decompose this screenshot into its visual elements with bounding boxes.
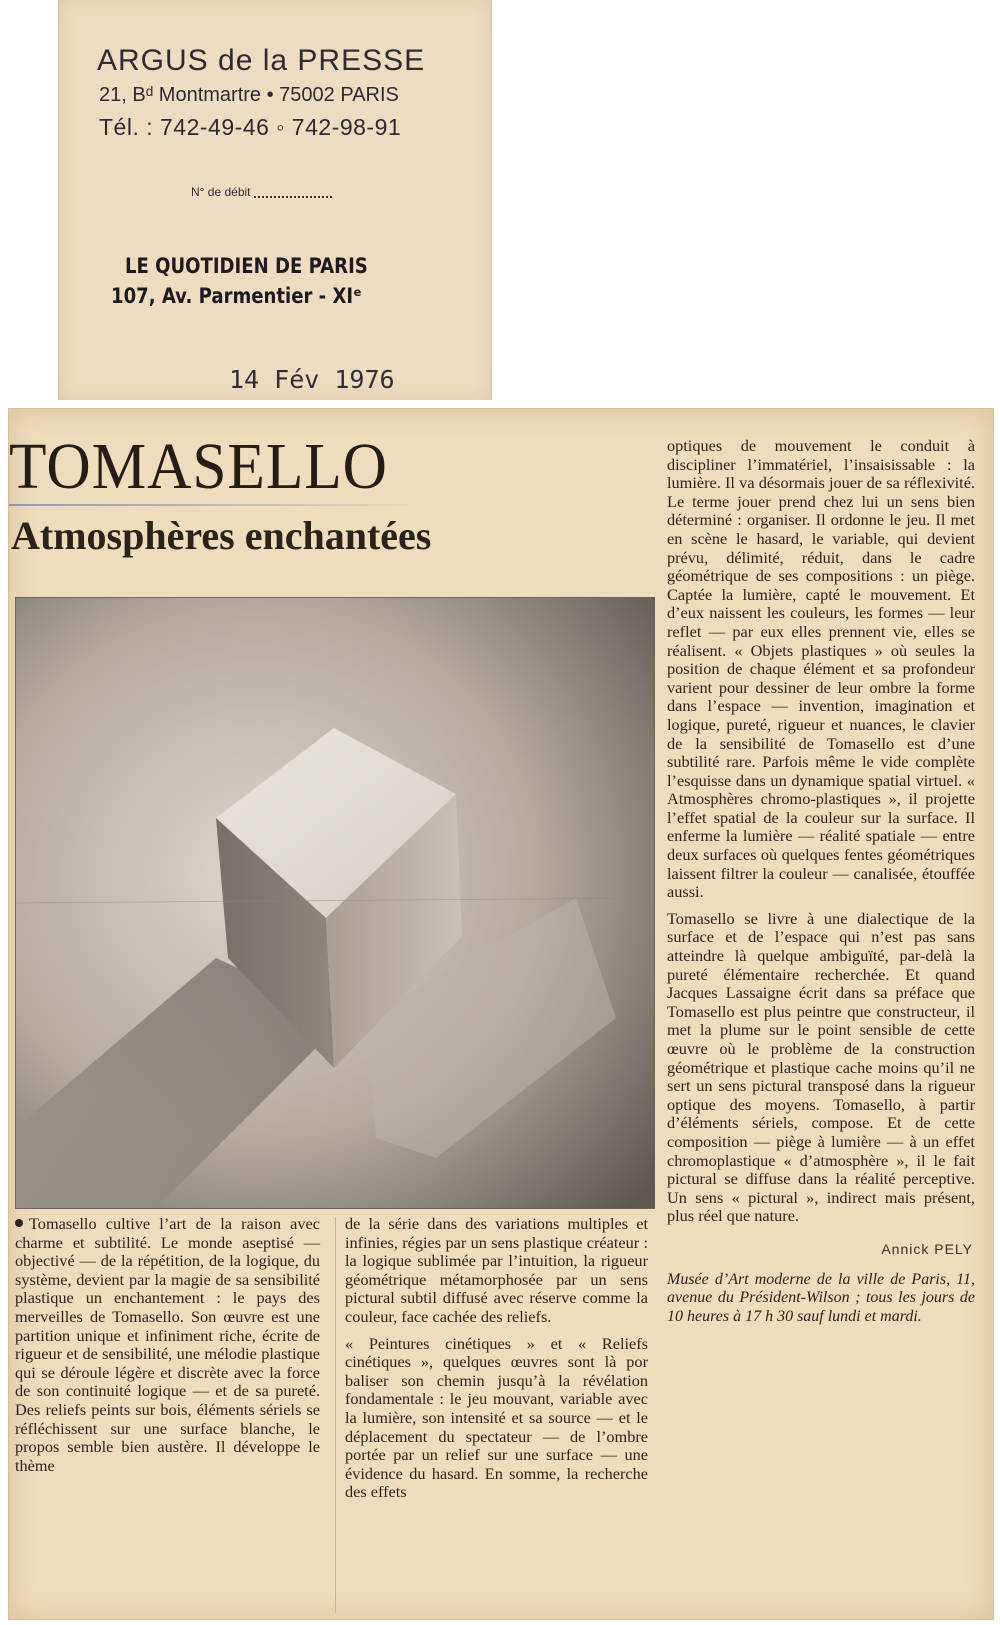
title-underline <box>9 504 409 506</box>
author-signature: Annick PELY <box>881 1240 973 1257</box>
article-subtitle: Atmosphères enchantées <box>11 513 432 558</box>
agency-name: ARGUS de la PRESSE <box>97 44 426 77</box>
paragraph: « Peintures cinétiques » et « Reliefs cinétiques », quelques œuvres sont là por baliser son chemin jusqu’à la révélation fondamentale : le jeu mouvant, variable avec la lumière, son intensité et sa source — et le déplacement du spectateur — de l’ombre portée par un relief sur une surface — une évidence du hasard. En somme, la recherche des effets <box>345 1333 648 1502</box>
agency-address: 21, Bᵈ Montmartre • 75002 PARIS <box>99 84 399 106</box>
paragraph: de la série dans des variations multiples et infinies, régies par un sens plastique créateur : la logique sublimée par l’intuition, la rigueur géométrique métamorphosée par un sens pictural subtil diffusé avec réserve comme la couleur, face cachée des reliefs. <box>345 1214 648 1326</box>
bullet-icon <box>15 1219 23 1227</box>
newspaper-stamp-name: LE QUOTIDIEN DE PARIS <box>125 254 368 278</box>
paragraph: optiques de mouvement le conduit à discipliner l’immatériel, l’insaisissable : la lumière. Il va désormais jouer de sa réflexivité. Le terme jouer prend chez lui un sens bien déterminé : organiser. Il ordonne le jeu. Il met en scène le hasard, le variable, qui devient prévu, délimité, réduit, dans le cadre géométrique de ses compositions : un piège. Captée la lumière, capté le mouvement. Et d’eux naissent les couleurs, les formes — leur reflet — par eux elles prennent vie, elles se réalisent. « Objets plastiques » où seules la position de chaque élément et sa profondeur varient pour dessiner de leur ombre la forme dans l’espace — invention, imagination et logique, pureté, rigueur et nuances, le clavier de la sensibilité de Tomasello est d’une subtilité rare. Parfois même le vide complète l’esquisse dans un dynamique spatial virtuel. « Atmosphères chromo-plastiques », il projette l’effet spatial de la couleur sur la surface. Il enferme la lumière — réalité spatiale — entre deux surfaces où quelques fentes géométriques laissent filtrer la couleur — canalisée, étouffée aussi. <box>667 436 975 902</box>
newspaper-stamp-address: 107, Av. Parmentier - XIᵉ <box>111 284 362 308</box>
article-column-3 <box>667 437 975 1334</box>
article-clipping <box>8 408 994 1620</box>
press-agency-slip <box>58 0 492 400</box>
article-title: TOMASELLO <box>9 430 388 503</box>
debit-label: N° de débit <box>191 185 251 199</box>
museum-info: Musée d’Art moderne de la ville de Paris, 11, avenue du Président-Wilson ; tous les jours de 10 heures à 17 h 30 sauf lundi et mardi. <box>667 1270 975 1325</box>
paragraph-text: Tomasello cultive l’art de la raison avec charme et subtilité. Le monde aseptisé — objectivé — de la répétition, de la logique, du système, devient par la magie de sa sensibilité plastique un enchantement : le pays des merveilles de Tomasello. Son œuvre est une partition unique et infiniment riche, écrite de rigueur et de sensibilité, une mélodie plastique qui se déroule légère et discrète avec la force de son continuité logique — et de sa pureté. Des reliefs peints sur bois, éléments sériels se réfléchissent sur une surface blanche, le propos semble bien austère. Il développe le thème <box>15 1214 320 1475</box>
paragraph <box>15 1215 320 1475</box>
agency-phone: Tél. : 742-49-46 ◦ 742-98-91 <box>99 114 402 140</box>
date-stamp: 14 Fév 1976 <box>229 365 395 394</box>
article-column-2 <box>345 1215 648 1510</box>
column-divider <box>335 1217 336 1613</box>
article-column-1 <box>15 1215 320 1483</box>
debit-field <box>191 185 332 199</box>
cube-relief-image <box>16 598 654 1208</box>
paragraph: Tomasello se livre à une dialectique de la surface et de l’espace qui n’est pas sans atteindre là quelque ambiguïté, par-delà la pureté élémentaire recherchée. Et quand Jacques Lassaigne écrit dans sa préface que Tomasello est plus peintre que constructeur, il met la plume sur le point sensible de cette œuvre où le problème de la construction géométrique et plastique cache moins qu’il ne sert un sens pictural transposé dans la rigueur optique des moyens. Tomasello, à partir d’éléments sériels, compose. Et de cette composition — piège à lumière — à un effet chromoplastique « d’atmosphère », il le fait pictural se diffuse dans la réalité perceptive. Un sens « pictural », indirect mais présent, plus réel que nature. <box>667 908 975 1226</box>
artwork-photo <box>15 597 655 1209</box>
debit-blank <box>254 196 332 198</box>
